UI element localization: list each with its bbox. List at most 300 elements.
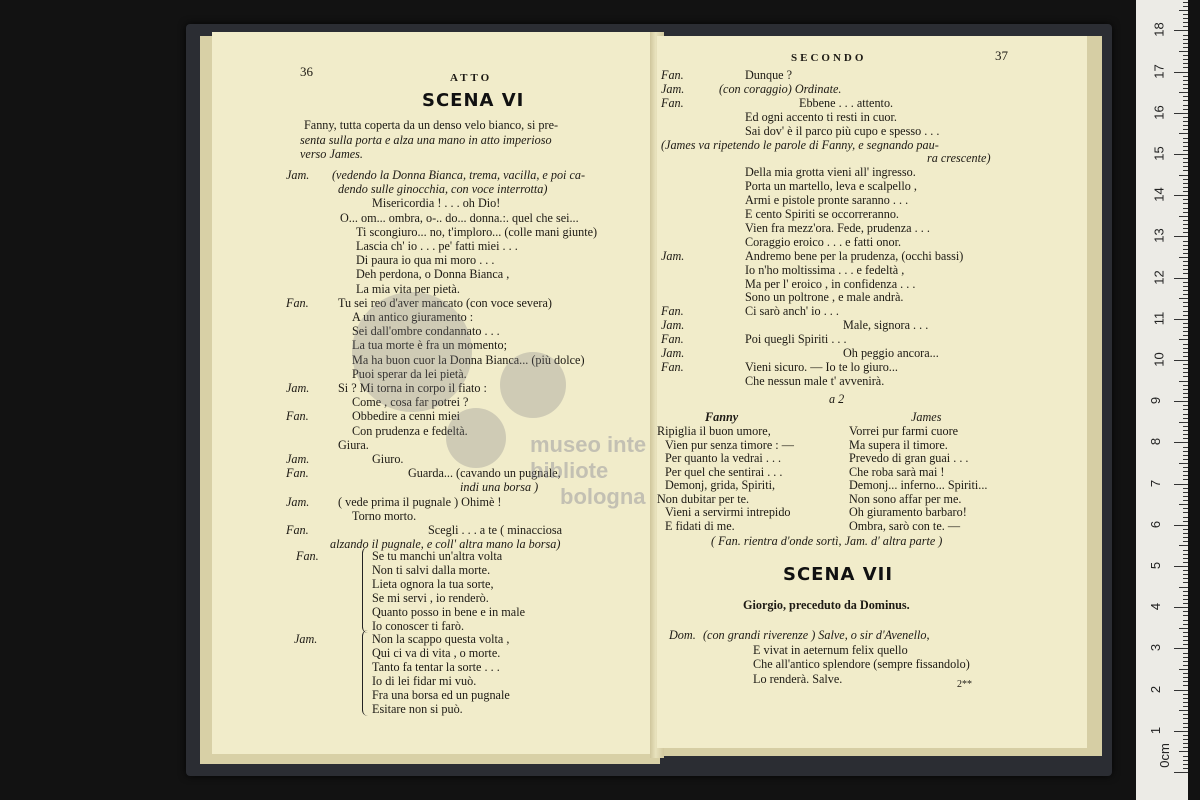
dialogue-line: Sei dall'ombre condannato . . . (352, 324, 500, 339)
ruler-tick (1174, 319, 1188, 320)
dialogue-line: Scegli . . . a te ( minacciosa (428, 523, 563, 537)
ruler-tick (1183, 14, 1188, 15)
ruler-tick (1183, 681, 1188, 682)
ruler-tick (1183, 191, 1188, 192)
ruler-tick (1183, 232, 1188, 233)
duet-line: Oh giuramento barbaro! (849, 505, 967, 519)
ruler-tick (1183, 558, 1188, 559)
ruler-tick (1183, 290, 1188, 291)
ruler-tick (1183, 39, 1188, 40)
ruler-tick (1179, 710, 1188, 711)
ruler-tick (1179, 422, 1188, 423)
duet-line: E fidati di me. (665, 518, 735, 533)
ruler-tick (1183, 327, 1188, 328)
duet-line: Prevedo di gran guai . . . (849, 451, 969, 465)
duet-line: Per quanto la vedrai . . . (665, 451, 782, 465)
dialogue-line: Deh perdona, o Donna Bianca , (356, 267, 510, 282)
ruler-tick (1179, 628, 1188, 629)
verse-line: Lieta ognora la tua sorte, (372, 577, 494, 591)
dialogue-line: La tua morte è fra un momento; (352, 338, 507, 353)
speaker-label: Fan. (286, 295, 309, 310)
dialogue-line: Tu sei reo d'aver mancato (con voce severa) (338, 295, 552, 310)
speaker-label: Fan. (661, 332, 684, 347)
ruler-tick (1183, 644, 1188, 645)
ruler-tick (1183, 698, 1188, 699)
ruler-tick (1174, 607, 1188, 608)
ruler-tick (1183, 6, 1188, 7)
dialogue-line: (con grandi riverenze ) Salve, o sir d'Avenello, (703, 628, 930, 642)
ruler-tick (1179, 587, 1188, 588)
ruler-tick (1174, 72, 1188, 73)
ruler-tick (1183, 665, 1188, 666)
ruler-tick (1183, 224, 1188, 225)
dialogue-line: Sai dov' è il parco più cupo e spesso . . . (745, 123, 940, 138)
ruler-tick (1183, 179, 1188, 180)
ruler-tick (1183, 414, 1188, 415)
ruler-tick (1183, 158, 1188, 159)
ruler-tick (1183, 743, 1188, 744)
running-head: ATTO (450, 72, 493, 84)
ruler-tick (1174, 195, 1188, 196)
dialogue-line: dendo sulle ginocchia, con voce interrotta) (338, 182, 548, 197)
ruler-tick (1183, 138, 1188, 139)
dialogue-line: Sono un poltrone , e male andrà. (745, 290, 904, 305)
dialogue-line: O... om... ombra, o-.. do... donna.:. quel che sei... (340, 210, 579, 225)
dialogue-line: Giuro. (372, 452, 404, 466)
ruler-tick (1183, 385, 1188, 386)
stage-direction: Fanny, tutta coperta da un denso velo bianco, si pre- (304, 118, 559, 132)
ruler-number: 10 (1151, 352, 1167, 367)
ruler-tick (1183, 368, 1188, 369)
ruler-tick (1183, 84, 1188, 85)
dialogue-line: Ci sarò anch' io . . . (745, 304, 839, 319)
ruler-tick (1183, 43, 1188, 44)
duet-line: Ma supera il timore. (849, 437, 948, 452)
ruler-tick (1183, 166, 1188, 167)
ruler-tick (1183, 723, 1188, 724)
verse-line: Io conoscer ti farò. (372, 619, 465, 633)
ruler-tick (1183, 760, 1188, 761)
dialogue-line: Lo renderà. Salve. (753, 671, 843, 686)
duet-line: Non sono affar per me. (849, 491, 962, 506)
dialogue-line: (James va ripetendo le parole di Fanny, e segnando pau- (661, 137, 939, 152)
ruler-tick (1179, 339, 1188, 340)
ruler-tick (1183, 636, 1188, 637)
ruler-tick (1183, 451, 1188, 452)
dialogue-line: Di paura io qua mi moro . . . (356, 253, 495, 268)
stage-direction: verso James. (300, 147, 363, 161)
dialogue-line: Ma per l' eroico , in confidenza . . . (745, 276, 916, 291)
ruler-tick (1183, 438, 1188, 439)
ruler-tick (1183, 294, 1188, 295)
a-due-marker: a 2 (829, 392, 845, 406)
ruler-tick (1183, 393, 1188, 394)
verse-line: Se tu manchi un'altra volta (372, 549, 503, 563)
ruler-number: 1 (1148, 726, 1164, 734)
ruler-number: 7 (1148, 479, 1164, 487)
ruler-tick (1183, 146, 1188, 147)
ruler-tick (1174, 401, 1188, 402)
ruler-tick (1183, 47, 1188, 48)
ruler-number: 2 (1148, 685, 1164, 693)
ruler-tick (1183, 269, 1188, 270)
watermark-logo (446, 408, 506, 468)
speaker-label: Jam. (286, 381, 310, 395)
right-page (657, 36, 1087, 748)
ruler-tick (1179, 504, 1188, 505)
verse-line: Qui ci va di vita , o morte. (372, 646, 501, 660)
ruler-tick (1183, 2, 1188, 3)
ruler-tick (1183, 677, 1188, 678)
ruler-tick (1183, 702, 1188, 703)
ruler-tick (1174, 731, 1188, 732)
ruler-tick (1183, 550, 1188, 551)
ruler-tick (1183, 162, 1188, 163)
ruler-tick (1174, 30, 1188, 31)
speaker-label: Fan. (296, 549, 319, 563)
ruler-tick (1183, 595, 1188, 596)
ruler-tick (1179, 669, 1188, 670)
ruler-tick (1174, 772, 1188, 773)
ruler-tick (1183, 620, 1188, 621)
verse-line: Non ti salvi dalla morte. (372, 563, 491, 577)
ruler-tick (1183, 96, 1188, 97)
ruler-tick (1183, 447, 1188, 448)
ruler-number: 3 (1148, 644, 1164, 652)
measurement-ruler (1136, 0, 1188, 800)
verse-brace (362, 547, 369, 633)
dialogue-line: Poi quegli Spiriti . . . (745, 332, 847, 347)
ruler-tick (1183, 352, 1188, 353)
ruler-tick (1183, 661, 1188, 662)
dialogue-line: alzando il pugnale, e coll' altra mano la borsa) (330, 537, 561, 552)
dialogue-line: Io n'ho moltissima . . . e fedeltà , (745, 262, 905, 277)
dialogue-line: Vien fra mezz'ora. Fede, prudenza . . . (745, 220, 930, 235)
ruler-tick (1183, 640, 1188, 641)
ruler-tick (1183, 508, 1188, 509)
ruler-tick (1183, 376, 1188, 377)
ruler-tick (1174, 442, 1188, 443)
ruler-tick (1183, 418, 1188, 419)
watermark-text: museo inte (530, 432, 647, 457)
ruler-tick (1183, 344, 1188, 345)
ruler-tick (1174, 648, 1188, 649)
dialogue-line: Porta un martello, leva e scalpello , (745, 179, 917, 194)
ruler-tick (1183, 335, 1188, 336)
ruler-number: 9 (1148, 397, 1164, 405)
ruler-tick (1183, 496, 1188, 497)
ruler-tick (1183, 220, 1188, 221)
verse-line: Se mi servi , io renderò. (372, 591, 489, 605)
ruler-tick (1183, 570, 1188, 571)
stage-direction: senta sulla porta e alza una mano in atto imperioso (300, 132, 552, 147)
ruler-tick (1183, 364, 1188, 365)
ruler-number: 16 (1151, 105, 1167, 120)
watermark-logo (500, 352, 566, 418)
verse-line: Tanto fa tentar la sorte . . . (372, 660, 500, 674)
ruler-tick (1183, 80, 1188, 81)
dialogue-line: Ma ha buon cuor la Donna Bianca... (più dolce) (352, 352, 585, 367)
dialogue-line: Male, signora . . . (843, 318, 929, 333)
dialogue-line: Andremo bene per la prudenza, (occhi bassi) (745, 248, 964, 263)
scene-title: SCENA VII (783, 564, 894, 585)
dialogue-line: Misericordia ! . . . oh Dio! (372, 196, 501, 211)
ruler-number: 5 (1148, 561, 1164, 570)
ruler-number: 15 (1151, 146, 1167, 161)
dialogue-line: (vedendo la Donna Bianca, trema, vacilla, e poi ca- (332, 168, 586, 182)
dialogue-line: Giura. (338, 437, 369, 452)
ruler-tick (1183, 302, 1188, 303)
ruler-tick (1179, 751, 1188, 752)
ruler-tick (1183, 261, 1188, 262)
ruler-tick (1183, 739, 1188, 740)
ruler-tick (1183, 653, 1188, 654)
ruler-tick (1174, 154, 1188, 155)
ruler-tick (1183, 533, 1188, 534)
ruler-tick (1183, 706, 1188, 707)
verse-line: Esitare non si può. (372, 702, 463, 716)
ruler-tick (1183, 88, 1188, 89)
ruler-tick (1183, 512, 1188, 513)
ruler-tick (1183, 657, 1188, 658)
ruler-number: 12 (1151, 269, 1167, 285)
ruler-tick (1174, 360, 1188, 361)
ruler-tick (1183, 129, 1188, 130)
duet-line: Ripiglia il buon umore, (657, 424, 771, 438)
duet-line: Vieni a servirmi intrepido (665, 505, 791, 519)
ruler-tick (1183, 455, 1188, 456)
ruler-tick (1174, 113, 1188, 114)
ruler-tick (1183, 467, 1188, 468)
ruler-tick (1179, 10, 1188, 11)
ruler-number: 13 (1151, 228, 1167, 244)
ruler-tick (1179, 463, 1188, 464)
ruler-tick (1183, 632, 1188, 633)
ruler-tick (1179, 381, 1188, 382)
ruler-tick (1183, 591, 1188, 592)
ruler-tick (1183, 331, 1188, 332)
dialogue-line: Come , cosa far potrei ? (352, 395, 469, 410)
ruler-tick (1174, 278, 1188, 279)
ruler-tick (1183, 488, 1188, 489)
dialogue-line: E vivat in aeternum felix quello (753, 642, 908, 657)
speaker-label: Fan. (661, 95, 684, 110)
ruler-tick (1179, 51, 1188, 52)
speaker-label: Dom. (669, 628, 696, 642)
ruler-tick (1183, 747, 1188, 748)
ruler-tick (1183, 183, 1188, 184)
ruler-tick (1183, 521, 1188, 522)
speaker-label: Fan. (661, 68, 684, 82)
ruler-tick (1183, 26, 1188, 27)
ruler-tick (1183, 685, 1188, 686)
ruler-tick (1183, 756, 1188, 757)
ruler-tick (1183, 714, 1188, 715)
duet-line: Non dubitar per te. (657, 491, 750, 506)
dialogue-line: Con prudenza e fedeltà. (352, 423, 468, 438)
speaker-label: Fan. (661, 359, 684, 374)
dialogue-line: A un antico giuramento : (352, 310, 474, 324)
scene-intro: Giorgio, preceduto da Dominus. (743, 598, 910, 612)
ruler-tick (1183, 434, 1188, 435)
watermark-text: bibliote (530, 458, 609, 483)
ruler-tick (1183, 562, 1188, 563)
ruler-tick (1183, 479, 1188, 480)
verse-line: Io di lei fidar mi vuò. (372, 674, 477, 688)
speaker-label: Jam. (294, 632, 318, 646)
ruler-tick (1183, 430, 1188, 431)
ruler-tick (1183, 253, 1188, 254)
watermark-logo (352, 292, 472, 412)
speaker-label: Fan. (286, 523, 309, 537)
speaker-label: Fan. (661, 304, 684, 319)
ruler-number: 4 (1148, 603, 1164, 611)
ruler-tick (1183, 694, 1188, 695)
dialogue-line: Che nessun male t' avvenirà. (745, 373, 885, 388)
duet-head-james: James (911, 410, 942, 424)
ruler-tick (1183, 315, 1188, 316)
ruler-tick (1183, 109, 1188, 110)
ruler-tick (1183, 578, 1188, 579)
dialogue-line: Oh peggio ancora... (843, 346, 939, 360)
verse-line: Fra una borsa ed un pugnale (372, 688, 510, 702)
dialogue-line: Dunque ? (745, 68, 793, 82)
ruler-tick (1183, 311, 1188, 312)
dialogue-line: Puoi sperar da lei pietà. (352, 366, 467, 381)
dialogue-line: Coraggio eroico . . . e fatti onor. (745, 234, 902, 249)
ruler-unit: 0cm (1156, 743, 1172, 768)
ruler-tick (1183, 599, 1188, 600)
signature-mark: 2** (957, 679, 972, 690)
speaker-label: Jam. (661, 248, 685, 263)
ruler-tick (1183, 768, 1188, 769)
exit-direction: ( Fan. rientra d'onde sortì, Jam. d' altra parte ) (711, 534, 943, 548)
dialogue-line: Vieni sicuro. — Io te lo giuro... (745, 359, 898, 374)
speaker-label: Jam. (286, 494, 310, 509)
verse-brace (362, 630, 369, 716)
ruler-tick (1183, 55, 1188, 56)
duet-line: Vien pur senza timore : — (665, 437, 794, 452)
ruler-tick (1183, 397, 1188, 398)
speaker-label: Jam. (661, 318, 685, 333)
ruler-tick (1183, 286, 1188, 287)
ruler-tick (1183, 537, 1188, 538)
ruler-tick (1183, 59, 1188, 60)
ruler-tick (1183, 764, 1188, 765)
ruler-tick (1183, 727, 1188, 728)
ruler-tick (1183, 529, 1188, 530)
ruler-tick (1183, 170, 1188, 171)
speaker-label: Fan. (286, 409, 309, 424)
running-head: SECONDO (791, 52, 867, 64)
duet-head-fanny: Fanny (705, 410, 739, 424)
ruler-tick (1183, 306, 1188, 307)
ruler-tick (1183, 348, 1188, 349)
ruler-tick (1174, 566, 1188, 567)
ruler-tick (1183, 459, 1188, 460)
scene-title: SCENA VI (422, 90, 525, 111)
watermark-text: bologna (560, 484, 646, 509)
ruler-tick (1183, 142, 1188, 143)
dialogue-line: Che all'antico splendore (sempre fissandolo) (753, 657, 970, 671)
ruler-tick (1183, 574, 1188, 575)
ruler-tick (1183, 265, 1188, 266)
ruler-tick (1183, 735, 1188, 736)
ruler-tick (1179, 175, 1188, 176)
ruler-tick (1183, 63, 1188, 64)
dialogue-line: ( vede prima il pugnale ) Ohimè ! (338, 494, 502, 509)
ruler-tick (1179, 545, 1188, 546)
ruler-tick (1183, 471, 1188, 472)
ruler-tick (1183, 208, 1188, 209)
speaker-label: Jam. (661, 346, 685, 360)
ruler-tick (1183, 500, 1188, 501)
duet-line: Demonj, grida, Spiriti, (665, 478, 776, 492)
ruler-tick (1179, 298, 1188, 299)
dialogue-line: Lascia ch' io . . . pe' fatti miei . . . (356, 239, 518, 253)
ruler-tick (1183, 187, 1188, 188)
ruler-tick (1174, 236, 1188, 237)
ruler-tick (1183, 517, 1188, 518)
duet-line: Demonj... inferno... Spiriti... (849, 478, 988, 492)
ruler-tick (1183, 475, 1188, 476)
ruler-tick (1183, 582, 1188, 583)
duet-line: Vorrei pur farmi cuore (849, 424, 959, 438)
ruler-tick (1183, 105, 1188, 106)
dialogue-line: Della mia grotta vieni all' ingresso. (745, 165, 916, 180)
ruler-tick (1183, 554, 1188, 555)
page-number: 37 (995, 48, 1008, 63)
ruler-number: 8 (1148, 438, 1164, 446)
duet-line: Che roba sarà mai ! (849, 464, 945, 479)
dialogue-line: Ti scongiuro... no, t'imploro... (colle mani giunte) (356, 224, 598, 239)
ruler-tick (1183, 323, 1188, 324)
ruler-number: 14 (1151, 187, 1167, 202)
verse-line: Non la scappo questa volta , (372, 632, 510, 646)
ruler-tick (1183, 409, 1188, 410)
ruler-tick (1183, 249, 1188, 250)
ruler-number: 18 (1151, 22, 1167, 38)
dialogue-line: Ed ogni accento ti resti in cuor. (745, 109, 897, 124)
ruler-tick (1183, 615, 1188, 616)
ruler-tick (1183, 282, 1188, 283)
ruler-tick (1174, 525, 1188, 526)
ruler-tick (1179, 133, 1188, 134)
ruler-tick (1183, 426, 1188, 427)
ruler-tick (1183, 22, 1188, 23)
ruler-tick (1174, 484, 1188, 485)
ruler-tick (1179, 216, 1188, 217)
duet-line: Per quel che sentirai . . . (665, 464, 783, 479)
ruler-tick (1183, 35, 1188, 36)
verse-line: Quanto posso in bene e in male (372, 605, 525, 619)
ruler-tick (1183, 372, 1188, 373)
speaker-label: Jam. (286, 452, 310, 466)
ruler-tick (1183, 67, 1188, 68)
ruler-tick (1183, 203, 1188, 204)
ruler-tick (1183, 241, 1188, 242)
ruler-tick (1183, 245, 1188, 246)
dialogue-line: ra crescente) (927, 151, 991, 166)
ruler-tick (1183, 228, 1188, 229)
ruler-tick (1183, 611, 1188, 612)
dialogue-line: Si ? Mi torna in corpo il fiato : (338, 381, 487, 395)
dialogue-line: La mia vita per pietà. (356, 281, 460, 296)
ruler-tick (1183, 718, 1188, 719)
dialogue-line: Torno morto. (352, 508, 417, 523)
ruler-number: 17 (1151, 63, 1167, 79)
ruler-tick (1183, 389, 1188, 390)
